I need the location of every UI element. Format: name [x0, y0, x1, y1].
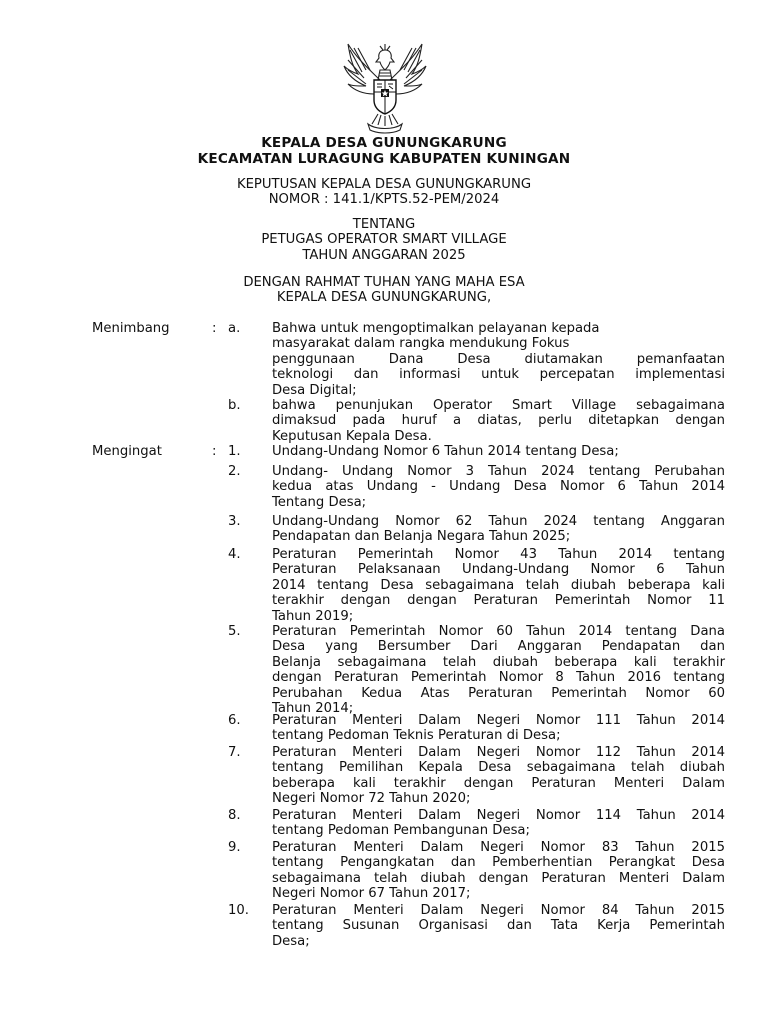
text-line: beberapa kali terakhir dengan Peraturan Menteri Dalam	[272, 775, 725, 791]
blessing-line1: DENGAN RAHMAT TUHAN YANG MAHA ESA	[243, 275, 525, 290]
list-item-number: 3.	[228, 514, 241, 529]
text-line: Negeri Nomor 67 Tahun 2017;	[272, 886, 471, 902]
village-head-title: KEPALA DESA GUNUNGKARUNG	[261, 135, 507, 151]
district-title: KECAMATAN LURAGUNG KABUPATEN KUNINGAN	[197, 151, 571, 167]
text-line: Peraturan Pemerintah Nomor 43 Tahun 2014 tentang	[272, 547, 725, 562]
text-line: Perubahan Kedua Atas Peraturan Pemerintah Nomor 60	[272, 685, 725, 701]
text-line: kedua atas Undang - Undang Desa Nomor 6 Tahun 2014	[272, 479, 725, 495]
text-line: Keputusan Kepala Desa.	[272, 428, 432, 444]
list-item-number: 9.	[228, 840, 241, 855]
text-line: Tahun 2014;	[272, 701, 354, 717]
text-line: Negeri Nomor 72 Tahun 2020;	[272, 791, 471, 807]
list-item	[272, 840, 725, 902]
text-line: Peraturan Menteri Dalam Negeri Nomor 83 Tahun 2015	[272, 840, 725, 855]
mengingat-colon: :	[212, 444, 217, 459]
list-item	[272, 321, 725, 398]
text-line: Tentang Desa;	[272, 494, 367, 510]
list-item	[272, 398, 725, 444]
list-item-number: 6.	[228, 713, 241, 728]
text-line: tentang Pemilihan Kepala Desa sebagaimana telah diubah	[272, 760, 725, 776]
decree-number: NOMOR : 141.1/KPTS.52-PEM/2024	[268, 192, 500, 207]
menimbang-colon: :	[212, 321, 217, 336]
about-heading: TENTANG	[352, 217, 416, 232]
list-item-number: 1.	[228, 444, 241, 459]
list-item-number: b.	[228, 398, 241, 413]
text-line: Desa yang Bersumber Dari Anggaran Pendapatan dan	[272, 639, 725, 655]
text-line: Pendapatan dan Belanja Negara Tahun 2025;	[272, 529, 571, 545]
text-line: Undang-Undang Nomor 62 Tahun 2024 tentang Anggaran	[272, 514, 725, 529]
text-line: Undang-Undang Nomor 6 Tahun 2014 tentang Desa;	[272, 444, 619, 459]
list-item-number: a.	[228, 321, 241, 336]
list-item	[272, 713, 725, 744]
text-line: tentang Pedoman Teknis Peraturan di Desa;	[272, 728, 561, 744]
decree-title: KEPUTUSAN KEPALA DESA GUNUNGKARUNG	[236, 177, 532, 192]
list-item	[272, 808, 725, 839]
text-line: Undang- Undang Nomor 3 Tahun 2024 tentang Perubahan	[272, 464, 725, 479]
text-line: dengan Peraturan Pemerintah Nomor 8 Tahun 2016 tentang	[272, 670, 725, 686]
text-line: 2014 tentang Desa sebagaimana telah diubah beberapa kali	[272, 577, 725, 593]
list-item-number: 5.	[228, 624, 241, 639]
text-line: teknologi dan informasi untuk percepatan implementasi	[272, 367, 725, 383]
blessing-line2: KEPALA DESA GUNUNGKARUNG,	[276, 290, 492, 305]
text-line: Desa;	[272, 933, 310, 949]
text-line: tentang Susunan Organisasi dan Tata Kerja Pemerintah	[272, 918, 725, 934]
list-item	[272, 444, 725, 459]
list-item	[272, 464, 725, 510]
text-line: Peraturan Menteri Dalam Negeri Nomor 112 Tahun 2014	[272, 745, 725, 760]
text-line: Peraturan Menteri Dalam Negeri Nomor 111 Tahun 2014	[272, 713, 725, 728]
garuda-emblem-icon	[340, 40, 430, 135]
text-line: Desa Digital;	[272, 382, 357, 398]
list-item-number: 7.	[228, 745, 241, 760]
list-item	[272, 903, 725, 949]
mengingat-label: Mengingat	[92, 444, 162, 459]
text-line: Peraturan Menteri Dalam Negeri Nomor 114 Tahun 2014	[272, 808, 725, 823]
list-item	[272, 745, 725, 807]
list-item	[272, 624, 725, 716]
list-item-number: 10.	[228, 903, 249, 918]
list-item-number: 2.	[228, 464, 241, 479]
text-line: dimaksud pada huruf a diatas, perlu ditetapkan dengan	[272, 413, 725, 429]
text-line: Peraturan Pelaksanaan Undang-Undang Nomor 6 Tahun	[272, 562, 725, 578]
text-line: terakhir dengan dengan Peraturan Pemerintah Nomor 11	[272, 593, 725, 609]
text-line: tentang Pengangkatan dan Pemberhentian Perangkat Desa	[272, 855, 725, 871]
list-item-number: 8.	[228, 808, 241, 823]
text-line: masyarakat dalam rangka mendukung Fokus	[272, 336, 570, 352]
decree-subject-line1: PETUGAS OPERATOR SMART VILLAGE	[261, 232, 507, 247]
text-line: penggunaan Dana Desa diutamakan pemanfaatan	[272, 351, 725, 367]
menimbang-label: Menimbang	[92, 321, 170, 336]
decree-subject-line2: TAHUN ANGGARAN 2025	[302, 248, 466, 263]
text-line: tentang Pedoman Pembangunan Desa;	[272, 823, 530, 839]
text-line: sebagaimana telah diubah dengan Peraturan Menteri Dalam	[272, 870, 725, 886]
list-item	[272, 514, 725, 545]
text-line: Belanja sebagaimana telah diubah beberapa kali terakhir	[272, 654, 725, 670]
text-line: Peraturan Menteri Dalam Negeri Nomor 84 Tahun 2015	[272, 903, 725, 918]
list-item-number: 4.	[228, 547, 241, 562]
text-line: Bahwa untuk mengoptimalkan pelayanan kepada	[272, 321, 600, 336]
text-line: Peraturan Pemerintah Nomor 60 Tahun 2014 tentang Dana	[272, 624, 725, 639]
text-line: Tahun 2019;	[272, 608, 354, 624]
list-item	[272, 547, 725, 624]
text-line: bahwa penunjukan Operator Smart Village sebagaimana	[272, 398, 725, 413]
